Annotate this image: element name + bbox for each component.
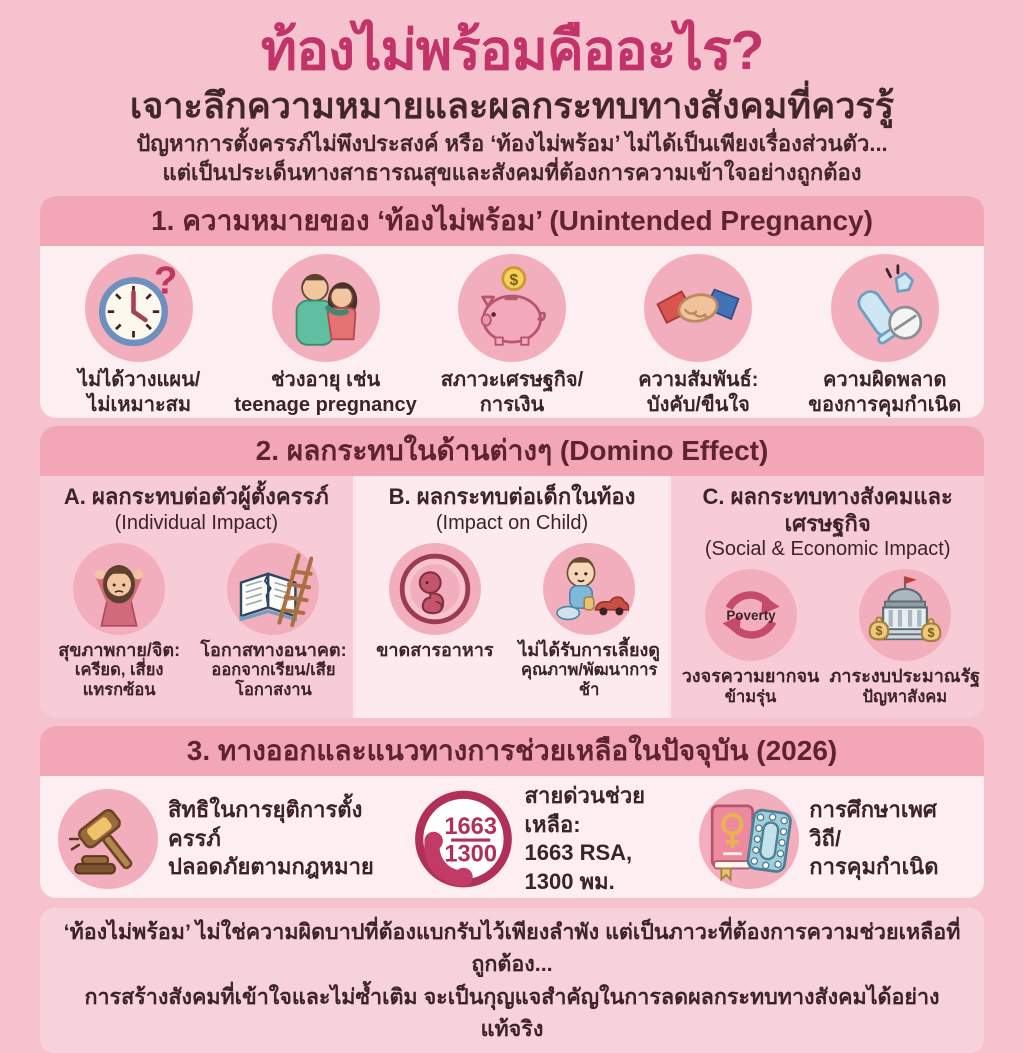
item-label: สุขภาพกาย/จิต: (58, 639, 181, 660)
page-title: ท้องไม่พร้อมคืออะไร? (260, 19, 764, 81)
solution-label: ปลอดภัยตามกฎหมาย (168, 854, 374, 880)
gavel-icon (65, 796, 151, 882)
solution-label: 1300 พม. (524, 868, 615, 894)
book-ladder-icon (233, 549, 313, 629)
section-solutions-body (40, 776, 984, 898)
svg-text:?: ? (154, 262, 178, 303)
impact-item-future (196, 543, 350, 701)
column-subtitle: (Social & Economic Impact) (704, 537, 951, 560)
column-title: B. ผลกระทบต่อเด็กในท้อง (388, 484, 636, 510)
hotline-phone-icon (412, 787, 515, 891)
child-toy-icon (549, 549, 629, 629)
government-budget-icon (863, 573, 947, 657)
item-label: ภาระงบประมาณรัฐ (829, 665, 981, 686)
icon-badge (859, 569, 951, 661)
fetus-icon (395, 549, 475, 629)
svg-text:$: $ (509, 272, 519, 290)
impact-item-poverty-cycle (673, 569, 827, 707)
icon-badge (58, 789, 158, 889)
item-label: ช่วงอายุ เช่น (270, 369, 381, 392)
definition-item-economic (419, 254, 605, 418)
item-label: ของการคุมกำเนิด (808, 394, 962, 417)
icon-badge (227, 543, 319, 635)
solution-label: 1663 RSA, (524, 840, 633, 866)
section-definition (40, 196, 984, 418)
solution-legal (58, 789, 412, 889)
icon-badge (85, 254, 193, 362)
piggy-bank-icon (466, 262, 558, 354)
definition-item-teenage (233, 254, 419, 418)
item-label: ไม่ได้รับการเลี้ยงดู (518, 639, 660, 660)
poverty-cycle-icon (709, 573, 793, 657)
item-label: teenage pregnancy (234, 394, 417, 417)
solution-hotline (412, 782, 700, 896)
intro-line-1: ปัญหาการตั้งครรภ์ไม่พึงประสงค์ หรือ ‘ท้องไม่พร้อม’ ไม่ได้เป็นเพียงเรื่องส่วนตัว... (136, 130, 888, 156)
item-label: ขาดสารอาหาร (376, 639, 494, 660)
impact-column-child (356, 476, 669, 718)
handshake-icon (652, 262, 744, 354)
impact-item-care (512, 543, 666, 701)
page-subtitle: เจาะลึกความหมายและผลกระทบทางสังคมที่ควรรู้ (129, 84, 895, 126)
section-impacts (40, 426, 984, 718)
closing-line-2: การสร้างสังคมที่เข้าใจและไม่ซ้ำเติม จะเป็นกุญแจสำคัญในการลดผลกระทบทางสังคมได้อย่างแท้จริง (84, 984, 940, 1041)
teen-couple-icon (280, 262, 372, 354)
icon-badge (699, 789, 799, 889)
section-impacts-heading: 2. ผลกระทบในด้านต่างๆ (Domino Effect) (40, 426, 984, 476)
stressed-woman-icon (79, 549, 159, 629)
section-solutions-heading: 3. ทางออกและแนวทางการช่วยเหลือในปัจจุบัน (2026) (40, 726, 984, 776)
icon-badge (543, 543, 635, 635)
broken-condom-pill-icon (839, 262, 931, 354)
item-label: คุณภาพ/พัฒนาการช้า (520, 661, 658, 699)
column-subtitle: (Impact on Child) (435, 511, 589, 534)
item-label: ข้ามรุ่น (724, 687, 777, 706)
column-title: C. ผลกระทบทางสังคมและเศรษฐกิจ (702, 484, 953, 536)
column-subtitle: (Individual Impact) (114, 511, 279, 534)
definition-item-contraception-failure (792, 254, 978, 418)
clock-question-icon (93, 262, 185, 354)
sex-education-icon (703, 793, 795, 885)
svg-text:Poverty: Poverty (725, 607, 776, 623)
impact-column-social (671, 476, 984, 718)
intro-line-2: แต่เป็นประเด็นทางสาธารณสุขและสังคมที่ต้องการความเข้าใจอย่างถูกต้อง (162, 160, 862, 186)
definition-item-relationship (605, 254, 791, 418)
solution-label: สิทธิในการยุติการตั้งครรภ์ (168, 797, 363, 851)
section-definition-body (40, 246, 984, 418)
item-label: ออกจากเรียน/เสียโอกาสงาน (211, 661, 336, 699)
icon-badge (272, 254, 380, 362)
icon-badge (73, 543, 165, 635)
solution-label: สายด่วนช่วยเหลือ: (524, 782, 646, 837)
item-label: บังคับ/ขืนใจ (646, 394, 750, 417)
icon-badge (831, 254, 939, 362)
solution-label: การศึกษาเพศวิถี/ (809, 797, 937, 851)
svg-text:1300: 1300 (443, 841, 497, 868)
solution-education (699, 789, 966, 889)
item-label: สภาวะเศรษฐกิจ/ (440, 369, 584, 392)
item-label: ความสัมพันธ์: (638, 369, 759, 392)
item-label: โอกาสทางอนาคต: (200, 639, 347, 660)
section-definition-heading: 1. ความหมายของ ‘ท้องไม่พร้อม’ (Unintended Pregnancy) (40, 196, 984, 246)
svg-text:1663: 1663 (443, 814, 497, 841)
definition-item-unplanned (46, 254, 232, 418)
closing-message (40, 908, 984, 1053)
impact-item-health (42, 543, 196, 701)
item-label: วงจรความยากจน (681, 665, 820, 686)
item-label: ปัญหาสังคม (862, 687, 948, 706)
section-impacts-body (40, 476, 984, 718)
item-label: ไม่เหมาะสม (87, 394, 192, 417)
svg-text:$: $ (927, 625, 935, 640)
column-title: A. ผลกระทบต่อตัวผู้ตั้งครรภ์ (63, 484, 329, 510)
icon-badge (458, 254, 566, 362)
icon-badge (644, 254, 752, 362)
svg-text:$: $ (875, 624, 883, 639)
section-solutions (40, 726, 984, 898)
closing-line-1: ‘ท้องไม่พร้อม’ ไม่ใช่ความผิดบาปที่ต้องแบกรับไว้เพียงลำพัง แต่เป็นภาวะที่ต้องการความช่วยเหลือที่ถูกต้อง... (63, 920, 961, 977)
impact-column-individual (40, 476, 353, 718)
impact-item-nutrition (358, 543, 512, 701)
icon-badge (705, 569, 797, 661)
item-label: ไม่ได้วางแผน/ (78, 369, 201, 392)
item-label: เครียด, เสี่ยงแทรกซ้อน (74, 661, 164, 699)
item-label: การเงิน (479, 394, 545, 417)
item-label: ความผิดพลาด (823, 369, 947, 392)
icon-badge (389, 543, 481, 635)
impact-item-budget (828, 569, 982, 707)
solution-label: การคุมกำเนิด (809, 854, 939, 880)
